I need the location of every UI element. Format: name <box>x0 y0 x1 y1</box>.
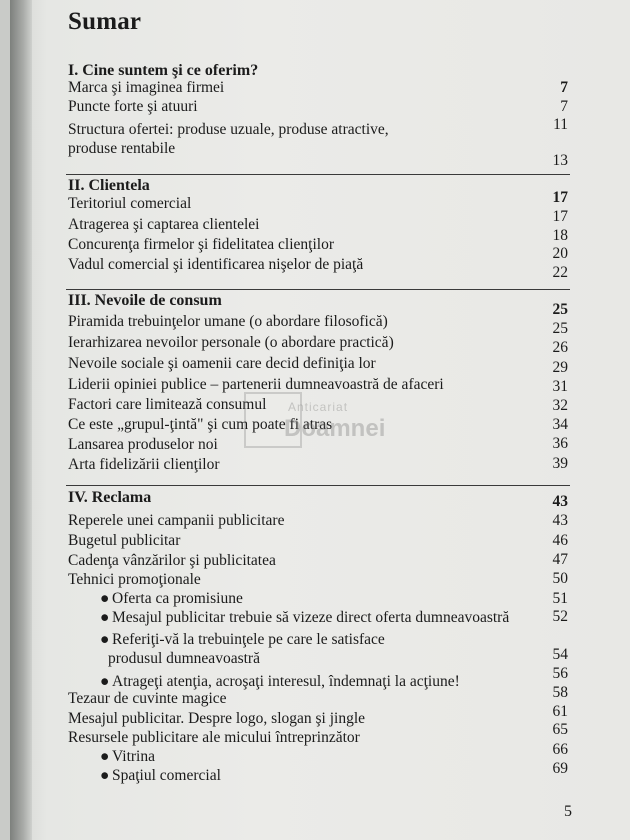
toc-page-number: 58 <box>552 684 568 701</box>
toc-entry: Atragerea şi captarea clientelei <box>68 216 260 233</box>
toc-entry: Tehnici promoţionale <box>68 571 201 588</box>
toc-entry: Marca şi imaginea firmei <box>68 79 225 96</box>
bullet-icon: ● <box>100 590 110 607</box>
toc-page-number: 54 <box>552 646 568 663</box>
watermark-line-1: Anticariat <box>288 400 349 414</box>
toc-entry: Teritoriul comercial <box>68 195 192 212</box>
page-number: 5 <box>564 803 572 820</box>
toc-entry: Resursele publicitare ale micului întreprinzător <box>68 729 360 746</box>
toc-page-number: 22 <box>552 264 568 281</box>
toc-entry: Lansarea produselor noi <box>68 436 218 453</box>
toc-entry: Reperele unei campanii publicitare <box>68 512 285 529</box>
toc-sub-entry <box>100 673 460 691</box>
section-heading-2: II. Clientela <box>68 177 150 194</box>
section-divider <box>66 174 570 175</box>
toc-page-number: 43 <box>552 512 568 529</box>
toc-sub-entry-text: Vitrina <box>112 748 155 765</box>
toc-entry: Factori care limitează consumul <box>68 396 267 413</box>
toc-sub-entry-text: Mesajul publicitar trebuie să vizeze direct oferta dumneavoastră <box>112 609 510 626</box>
toc-page-number: 47 <box>552 551 568 568</box>
toc-page-number: 25 <box>552 320 568 337</box>
toc-page-number: 39 <box>552 455 568 472</box>
toc-entry: Puncte forte şi atuuri <box>68 98 198 115</box>
toc-sub-entry-text: Referiţi-vă la trebuinţele pe care le satisface <box>112 631 385 648</box>
toc-page-number: 61 <box>552 703 568 720</box>
toc-sub-entry-continued: produsul dumneavoastră <box>108 650 260 667</box>
toc-page-number: 36 <box>552 435 568 452</box>
toc-page-number: 7 <box>560 98 568 115</box>
toc-page-number: 25 <box>552 301 568 318</box>
toc-page-number: 17 <box>552 189 568 206</box>
toc-entry: Tezaur de cuvinte magice <box>68 690 227 707</box>
toc-sub-entry-text: Atrageţi atenţia, acroşaţi interesul, îndemnaţi la acţiune! <box>112 673 460 690</box>
section-heading-1: I. Cine suntem şi ce oferim? <box>68 62 259 79</box>
watermark-frame <box>244 392 302 448</box>
page-title: Sumar <box>68 8 142 35</box>
toc-sub-entry <box>100 748 155 766</box>
toc-page-number: 52 <box>552 608 568 625</box>
toc-page-number: 43 <box>552 493 568 510</box>
toc-page-number: 20 <box>552 245 568 262</box>
toc-page-number: 17 <box>552 208 568 225</box>
toc-sub-entry-text: Spaţiul comercial <box>112 767 221 784</box>
toc-page-number: 13 <box>552 152 568 169</box>
toc-page-number: 32 <box>552 397 568 414</box>
bullet-icon: ● <box>100 631 110 648</box>
toc-entry: Vadul comercial şi identificarea nişelor de piaţă <box>68 256 364 273</box>
section-divider <box>66 289 570 290</box>
toc-sub-entry <box>100 631 385 649</box>
toc-entry: produse rentabile <box>68 140 176 157</box>
toc-page-number: 50 <box>552 570 568 587</box>
toc-page-number: 29 <box>552 359 568 376</box>
toc-sub-entry <box>100 609 509 627</box>
toc-page-number: 11 <box>553 116 568 133</box>
toc-entry: Piramida trebuinţelor umane (o abordare filosofică) <box>68 313 388 330</box>
toc-page-number: 46 <box>552 532 568 549</box>
toc-page-number: 18 <box>552 227 568 244</box>
toc-sub-entry-text: Oferta ca promisiune <box>112 590 243 607</box>
toc-page-number: 31 <box>552 378 568 395</box>
bullet-icon: ● <box>100 767 110 784</box>
book-page <box>10 0 630 840</box>
toc-page-number: 66 <box>552 741 568 758</box>
bullet-icon: ● <box>100 673 110 690</box>
toc-page-number: 34 <box>552 416 568 433</box>
section-divider <box>66 485 570 486</box>
toc-page-number: 69 <box>552 760 568 777</box>
section-heading-3: III. Nevoile de consum <box>68 292 222 309</box>
toc-page-number: 51 <box>552 590 568 607</box>
toc-page-number: 7 <box>560 79 568 96</box>
toc-entry: Concurenţa firmelor şi fidelitatea clienţilor <box>68 236 334 253</box>
toc-page-number: 26 <box>552 339 568 356</box>
toc-entry: Mesajul publicitar. Despre logo, slogan şi jingle <box>68 710 366 727</box>
watermark-line-2: Doamnei <box>284 415 386 442</box>
toc-entry: Ce este „grupul-ţintă" şi cum poate fi atras <box>68 416 333 433</box>
book-gutter <box>10 0 32 840</box>
toc-page-number: 65 <box>552 721 568 738</box>
toc-page-number: 56 <box>552 665 568 682</box>
toc-entry: Cadenţa vânzărilor şi publicitatea <box>68 552 276 569</box>
toc-entry: Liderii opiniei publice – partenerii dumneavoastră de afaceri <box>68 376 444 393</box>
toc-entry: Nevoile sociale şi oamenii care decid definiţia lor <box>68 355 376 372</box>
toc-sub-entry <box>100 590 243 608</box>
toc-entry: Structura ofertei: produse uzuale, produse atractive, <box>68 121 389 138</box>
toc-entry: Arta fidelizării clienţilor <box>68 456 220 473</box>
watermark-logo <box>250 396 385 440</box>
toc-entry: Ierarhizarea nevoilor personale (o abordare practică) <box>68 334 394 351</box>
bullet-icon: ● <box>100 748 110 765</box>
section-heading-4: IV. Reclama <box>68 489 152 506</box>
toc-sub-entry <box>100 767 221 785</box>
toc-entry: Bugetul publicitar <box>68 532 181 549</box>
bullet-icon: ● <box>100 609 110 626</box>
